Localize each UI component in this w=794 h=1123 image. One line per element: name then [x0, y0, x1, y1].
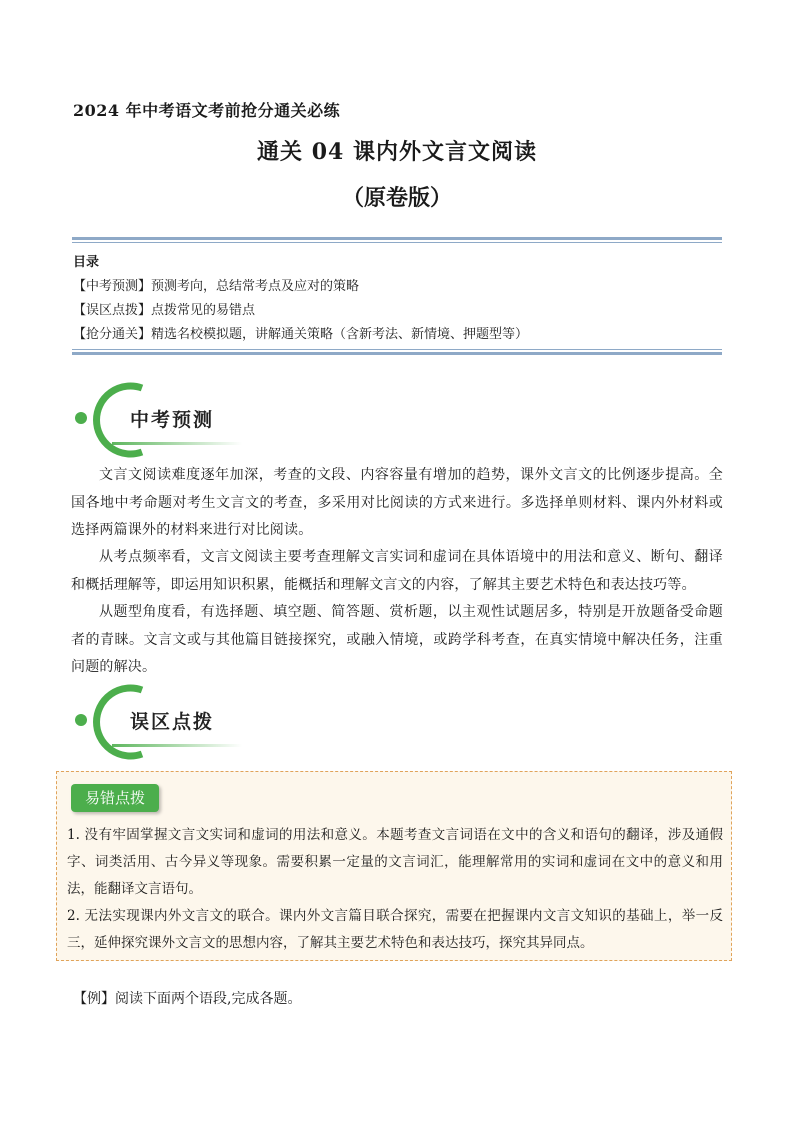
section-heading-pitfalls: [72, 682, 332, 764]
paragraph: 从题型角度看，有选择题、填空题、简答题、赏析题，以主观性试题居多，特别是开放题备受命题者的青睐。文言文或与其他篇目链接探究，或融入情境，或跨学科考查，在真实情境中解决任务，注重问题的解决。: [71, 604, 723, 675]
toc-item: [73, 299, 723, 323]
tip-badge: 易错点拨: [71, 784, 159, 812]
section-heading-forecast: [72, 380, 332, 462]
page-subtitle: （原卷版）: [341, 185, 452, 211]
tip-content: [67, 822, 723, 957]
example-prompt: 【例】阅读下面两个语段,完成各题。: [73, 991, 302, 1007]
paragraph: 从考点频率看，文言文阅读主要考查理解文言实词和虚词在具体语境中的用法和意义、断句、翻译和概括理解等，即运用知识积累，能概括和理解文言文的内容，了解其主要艺术特色和表达技巧等。: [71, 549, 723, 593]
tip-item: 2. 无法实现课内外文言文的联合。课内外文言篇目联合探究，需要在把握课内文言文知识的基础上，举一反三，延伸探究课外文言文的思想内容，了解其主要艺术特色和表达技巧，探究其异同点。: [67, 908, 723, 951]
tip-item: 1. 没有牢固掌握文言文实词和虚词的用法和意义。本题考查文言词语在文中的含义和语句的翻译，涉及通假字、词类活用、古今异义等现象。需要积累一定量的文言词汇，能理解常用的实词和虚词在文中的意义和用法，能翻译文言语句。: [67, 827, 723, 897]
paragraph: 文言文阅读难度逐年加深，考查的文段、内容容量有增加的趋势，课外文言文的比例逐步提高。全国各地中考命题对考生文言文的考查，多采用对比阅读的方式来进行。多选择单则材料、课内外材料或选择两篇课外的材料来进行对比阅读。: [71, 467, 723, 538]
toc-item-desc: 预测考向，总结常考点及应对的策略: [151, 279, 360, 294]
toc-item-tag: 【中考预测】: [73, 279, 152, 294]
toc-heading: 目录: [73, 255, 100, 270]
section-title: 误区点拨: [130, 711, 215, 733]
toc-item-tag: 【误区点拨】: [73, 303, 152, 318]
tip-box: [56, 771, 732, 961]
table-of-contents: [73, 251, 723, 347]
section-title: 中考预测: [130, 409, 215, 431]
toc-item-tag: 【抢分通关】: [73, 327, 152, 342]
divider-top: [72, 237, 722, 243]
toc-item-desc: 精选名校模拟题，讲解通关策略（含新考法、新情境、押题型等）: [151, 327, 529, 342]
page-title: 通关 04 课内外文言文阅读: [257, 139, 537, 165]
toc-item: [73, 323, 723, 347]
pre-title: 2024 年中考语文考前抢分通关必练: [73, 101, 341, 120]
toc-item: [73, 275, 723, 299]
toc-item-desc: 点拨常见的易错点: [151, 303, 256, 318]
divider-bottom: [72, 349, 722, 355]
